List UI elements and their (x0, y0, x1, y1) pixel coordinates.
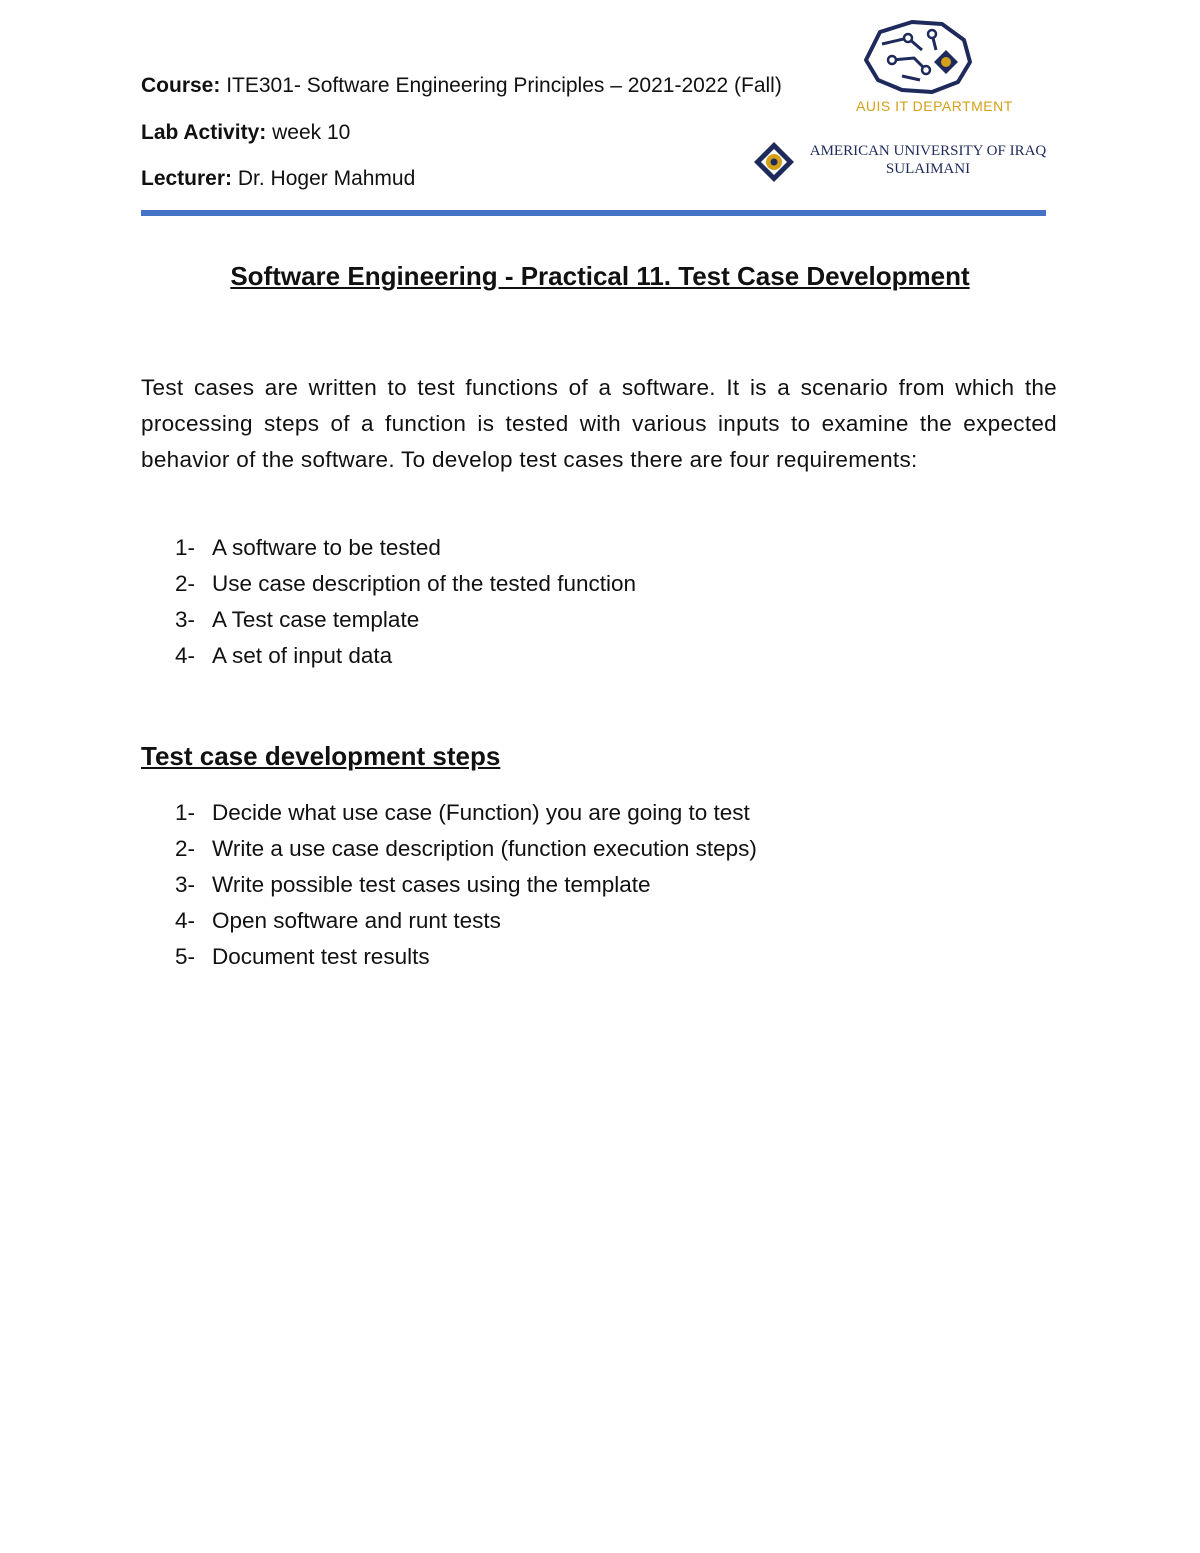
lab-activity-label: Lab Activity: (141, 121, 267, 144)
list-number: 5- (175, 944, 196, 969)
page-title: Software Engineering - Practical 11. Test Case Development (230, 261, 970, 291)
list-text: Decide what use case (Function) you are going to test (212, 800, 750, 825)
lecturer-value: Dr. Hoger Mahmud (237, 167, 416, 190)
university-name-line1: AMERICAN UNIVERSITY OF IRAQ (809, 143, 1047, 159)
intro-paragraph: Test cases are written to test functions of a software. It is a scenario from which the processing steps of a function is tested with various inputs to examine the expected behavior of the software. To develop test cases there are four requirements: (141, 375, 1057, 472)
list-number: 1- (175, 535, 196, 560)
list-text: A Test case template (212, 607, 420, 632)
list-number: 2- (175, 836, 196, 861)
list-text: A software to be tested (212, 535, 441, 560)
steps-heading: Test case development steps (141, 741, 501, 771)
header-lab-line (141, 121, 350, 145)
it-department-logo (850, 20, 1013, 120)
university-name-line2: SULAIMANI (885, 161, 971, 177)
list-text: Open software and runt tests (212, 908, 501, 933)
list-number: 1- (175, 800, 196, 825)
list-number: 2- (175, 571, 196, 596)
header-rule (141, 210, 1046, 216)
university-emblem-icon (752, 140, 796, 184)
university-name (806, 142, 1050, 178)
list-number: 4- (175, 643, 196, 668)
list-text: Use case description of the tested function (212, 571, 636, 596)
university-logo (752, 140, 1052, 190)
list-text: Write a use case description (function execution steps) (212, 836, 757, 861)
list-text: A set of input data (212, 643, 393, 668)
list-number: 3- (175, 872, 196, 897)
lab-activity-value: week 10 (272, 121, 351, 144)
list-number: 3- (175, 607, 196, 632)
it-department-caption: AUIS IT DEPARTMENT (856, 98, 1013, 114)
list-text: Write possible test cases using the template (212, 872, 651, 897)
course-value: ITE301- Software Engineering Principles – 2021-2022 (Fall) (226, 74, 782, 97)
circuit-brain-icon (862, 20, 974, 96)
header-lecturer-line (141, 167, 415, 191)
lecturer-label: Lecturer: (141, 167, 233, 190)
header-course-line (141, 74, 782, 98)
list-number: 4- (175, 908, 196, 933)
list-text: Document test results (212, 944, 430, 969)
course-label: Course: (141, 74, 221, 97)
